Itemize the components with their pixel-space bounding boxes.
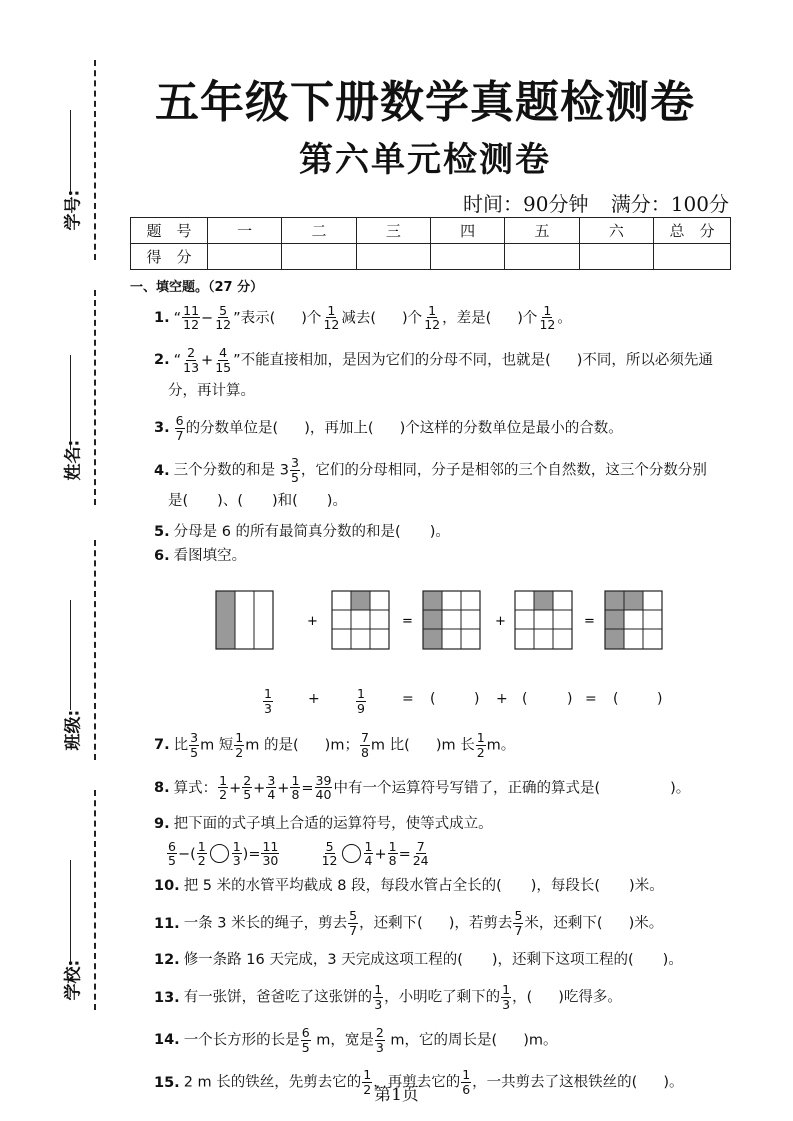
score-input-cell[interactable] <box>356 244 430 270</box>
dashed-line <box>94 790 96 1010</box>
text: 。 <box>557 309 572 326</box>
fraction <box>218 774 228 803</box>
eq-fraction-wrap <box>262 687 274 716</box>
numerator: 1 <box>502 982 511 998</box>
text: )吃得多。 <box>558 989 622 1006</box>
fraction <box>167 840 177 869</box>
fraction <box>538 304 556 333</box>
denominator: 12 <box>539 317 556 333</box>
score-input-cell[interactable] <box>430 244 504 270</box>
text: ，它们的分母相同，分子是相邻的三个自然数，这三个分数分别 <box>300 462 707 479</box>
numerator: 4 <box>219 345 228 361</box>
fraction <box>214 346 232 375</box>
fraction <box>182 304 200 333</box>
denominator: 2 <box>219 787 228 803</box>
text: 看图填空。 <box>173 547 247 564</box>
quote: “ <box>173 309 182 326</box>
class-label: 班级: <box>63 709 84 751</box>
numerator: 6 <box>301 1024 310 1040</box>
fraction <box>266 774 276 803</box>
shaded-part <box>624 591 643 610</box>
text: m 的是( <box>245 737 299 754</box>
text: 的分数单位是( <box>185 420 279 437</box>
text: 一个长方形的长是 <box>183 1032 300 1049</box>
shaded-part <box>605 591 624 649</box>
denominator: 13 <box>183 359 200 375</box>
fraction <box>261 840 279 869</box>
fraction-figure-svg <box>130 571 690 681</box>
question-11 <box>154 909 745 938</box>
question-number: 8. <box>154 779 170 796</box>
text: )= <box>242 845 261 862</box>
question-2 <box>154 346 745 400</box>
score-cell: 六 <box>579 218 653 244</box>
question-number: 6. <box>154 547 170 564</box>
time-limit: 时间：90分钟 <box>463 192 589 216</box>
student-id-label: 学号: <box>63 189 84 231</box>
quote: “ <box>173 352 182 369</box>
question-number: 1. <box>154 309 170 326</box>
fraction <box>234 731 244 760</box>
text: )，若剪去 <box>448 915 513 932</box>
denominator: 4 <box>364 853 373 869</box>
question-number: 13. <box>154 989 180 1006</box>
score-cell: 四 <box>430 218 504 244</box>
question-12 <box>154 952 745 969</box>
numerator: 11 <box>183 302 200 318</box>
denominator: 30 <box>262 853 279 869</box>
fraction <box>364 840 374 869</box>
score-input-cell[interactable] <box>282 244 356 270</box>
numerator: 1 <box>232 838 241 854</box>
question-13 <box>154 983 745 1012</box>
fraction <box>373 983 383 1012</box>
denominator: 5 <box>190 744 199 760</box>
text: ，差是( <box>442 309 492 326</box>
numerator: 1 <box>374 982 383 998</box>
text: )m 长 <box>435 737 475 754</box>
operator-equals: = <box>402 614 413 630</box>
full-score: 满分：100分 <box>610 192 729 216</box>
denominator: 7 <box>175 427 184 443</box>
denominator: 12 <box>424 317 441 333</box>
fraction <box>290 774 300 803</box>
denominator: 3 <box>375 1039 384 1055</box>
denominator: 8 <box>388 853 397 869</box>
numerator: 5 <box>325 838 334 854</box>
denominator: 2 <box>476 744 485 760</box>
text: ，一共剪去了这根铁丝的( <box>472 1074 638 1091</box>
numerator: 1 <box>363 1067 372 1083</box>
answer-paren: ( <box>613 691 619 708</box>
numerator: 1 <box>428 302 437 318</box>
denominator: 12 <box>323 317 340 333</box>
question-number: 9. <box>154 816 170 833</box>
text: 算式： <box>173 779 218 796</box>
numerator: 5 <box>219 302 228 318</box>
numerator: 1 <box>462 1067 471 1083</box>
text: 三个分数的和是 3 <box>173 462 289 479</box>
denominator: 4 <box>267 787 276 803</box>
question-number: 2. <box>154 352 170 369</box>
denominator: 3 <box>502 997 511 1013</box>
dashed-line <box>94 60 96 260</box>
operator: + <box>308 691 320 708</box>
continuation-text: 分，再计算。 <box>168 382 255 399</box>
text: ”表示( <box>233 309 276 326</box>
text: )，再加上( <box>304 420 374 437</box>
operator: = <box>301 779 314 796</box>
fraction <box>501 983 511 1012</box>
fill-line[interactable] <box>70 110 71 195</box>
operator: + <box>201 352 214 369</box>
text: 2 m 长的铁丝，先剪去它的 <box>183 1074 362 1091</box>
score-input-cell[interactable] <box>208 244 282 270</box>
text: m。 <box>486 737 516 754</box>
answer-paren: ) <box>567 691 573 708</box>
numerator: 39 <box>315 772 332 788</box>
denominator: 5 <box>290 470 299 486</box>
denominator: 2 <box>235 744 244 760</box>
text: m 短 <box>200 737 234 754</box>
text: 修一条路 16 天完成，3 天完成这项工程的( )，还剩下这项工程的( )。 <box>183 951 683 968</box>
page-title: 五年级下册数学真题检测卷 <box>155 77 695 128</box>
fraction <box>423 304 441 333</box>
numerator: 5 <box>349 908 358 924</box>
fraction <box>348 909 358 938</box>
shaded-part <box>351 591 370 610</box>
text: )m。 <box>523 1032 558 1049</box>
score-cell: 总 分 <box>654 218 731 244</box>
question-number: 12. <box>154 951 180 968</box>
figure-equation <box>130 687 745 725</box>
score-cell: 题 号 <box>131 218 208 244</box>
operator-blank-circle[interactable] <box>342 844 361 863</box>
shaded-part <box>423 591 442 649</box>
numerator: 1 <box>388 838 397 854</box>
fraction <box>189 731 199 760</box>
binding-strip <box>0 0 110 1121</box>
text: 中有一个运算符号写错了，正确的算式是( <box>333 779 601 796</box>
score-cell: 五 <box>505 218 579 244</box>
fraction <box>301 1026 311 1055</box>
text: 把下面的式子填上合适的运算符号，使等式成立。 <box>173 816 493 833</box>
numerator: 1 <box>364 838 373 854</box>
numerator: 1 <box>264 686 272 702</box>
operator: + <box>229 779 242 796</box>
denominator: 5 <box>168 853 176 869</box>
fraction <box>182 346 200 375</box>
operator: + <box>253 779 266 796</box>
question-8 <box>154 774 745 803</box>
denominator: 8 <box>291 787 300 803</box>
numerator: 6 <box>168 838 176 854</box>
operator-equals: = <box>584 614 595 630</box>
fill-line[interactable] <box>70 355 71 450</box>
question-14 <box>154 1026 745 1055</box>
continuation-text: 是( )、( )和( )。 <box>168 492 347 509</box>
score-input-cell[interactable] <box>654 244 731 270</box>
text: ，再剪去它的 <box>373 1074 461 1091</box>
text: ”不能直接相加，是因为它们的分母不同，也就是( <box>233 352 551 369</box>
score-cell: 得 分 <box>131 244 208 270</box>
question-number: 15. <box>154 1074 180 1091</box>
text: 比 <box>173 737 189 754</box>
text: m，宽是 <box>311 1032 374 1049</box>
text: )。 <box>663 1074 684 1091</box>
fraction <box>356 687 366 716</box>
figure-result-2 <box>515 591 572 649</box>
operator-plus: + <box>495 614 506 630</box>
question-number: 3. <box>154 420 170 437</box>
score-cell: 三 <box>356 218 430 244</box>
question-7 <box>154 731 745 760</box>
figure-sum <box>605 591 662 649</box>
numerator: 3 <box>267 772 276 788</box>
denominator: 3 <box>264 700 272 716</box>
question-number: 14. <box>154 1032 180 1049</box>
denominator: 12 <box>215 317 232 333</box>
operator: − <box>201 309 214 326</box>
fraction <box>360 731 370 760</box>
numerator: 1 <box>219 772 228 788</box>
fraction-figures <box>130 571 745 681</box>
question-number: 10. <box>154 878 180 895</box>
denominator: 12 <box>321 853 338 869</box>
text: )m； <box>324 737 359 754</box>
question-4 <box>154 456 745 510</box>
text: )。 <box>670 779 691 796</box>
text: )个这样的分数单位是最小的合数。 <box>399 420 623 437</box>
dashed-line <box>94 290 96 505</box>
figure-thirds <box>216 591 273 649</box>
fraction <box>315 774 333 803</box>
numerator: 3 <box>190 730 199 746</box>
score-table-score-row <box>131 244 731 270</box>
denominator: 7 <box>349 923 358 939</box>
fraction <box>513 909 523 938</box>
question-1 <box>154 304 745 333</box>
numerator: 5 <box>514 908 523 924</box>
text: 一条 3 米长的绳子，剪去 <box>183 915 348 932</box>
score-cell: 二 <box>282 218 356 244</box>
name-label: 姓名: <box>63 439 84 481</box>
question-number: 5. <box>154 524 170 541</box>
numerator: 1 <box>197 838 206 854</box>
denominator: 9 <box>357 700 365 716</box>
fraction <box>290 456 300 485</box>
question-3 <box>154 414 745 443</box>
fraction <box>321 840 339 869</box>
denominator: 5 <box>243 787 252 803</box>
text: m，它的周长是( <box>385 1032 498 1049</box>
fraction <box>214 304 232 333</box>
text: −( <box>177 845 196 862</box>
operator: = <box>402 691 414 708</box>
operator: + <box>496 691 508 708</box>
operator-blank-circle[interactable] <box>210 844 229 863</box>
text: ，( <box>512 989 533 1006</box>
denominator: 2 <box>197 853 206 869</box>
denominator: 2 <box>363 1082 372 1098</box>
question-5 <box>154 524 745 541</box>
operator-plus: + <box>307 614 318 630</box>
score-table <box>130 217 731 270</box>
text: 米，还剩下( <box>524 915 603 932</box>
denominator: 6 <box>462 1082 471 1098</box>
school-label: 学校: <box>63 959 84 1001</box>
fraction <box>476 731 486 760</box>
operator: + <box>277 779 290 796</box>
numerator: 6 <box>175 412 184 428</box>
text: )个 <box>301 309 322 326</box>
question-number: 7. <box>154 737 170 754</box>
numerator: 2 <box>187 345 196 361</box>
page-number: 第1页 <box>374 1085 419 1105</box>
eq-fraction-wrap <box>355 687 367 716</box>
shaded-part <box>534 591 553 610</box>
operator: = <box>585 691 597 708</box>
numerator: 1 <box>291 772 300 788</box>
denominator: 7 <box>514 923 523 939</box>
question-number: 11. <box>154 915 180 932</box>
fraction <box>375 1026 385 1055</box>
question-9 <box>154 816 745 868</box>
score-table-header-row <box>131 218 731 244</box>
figure-ninths <box>332 591 389 649</box>
numerator: 1 <box>543 302 552 318</box>
question-number: 4. <box>154 462 170 479</box>
answer-paren: ( <box>430 691 436 708</box>
page-subtitle: 第六单元检测卷 <box>299 140 551 180</box>
fill-line[interactable] <box>70 600 71 710</box>
denominator: 12 <box>183 317 200 333</box>
numerator: 2 <box>375 1024 384 1040</box>
section-heading: 一、填空题。（27 分） <box>130 280 264 295</box>
numerator: 2 <box>243 772 252 788</box>
numerator: 7 <box>360 730 369 746</box>
text: 把 5 米的水管平均截成 8 段，每段水管占全长的( )，每段长( )米。 <box>183 878 664 895</box>
operator: = <box>398 845 411 862</box>
text: )不同，所以必须先通 <box>576 352 713 369</box>
figure-result-1 <box>423 591 480 649</box>
fraction <box>175 414 185 443</box>
fraction <box>388 840 398 869</box>
numerator: 1 <box>235 730 244 746</box>
fraction <box>242 774 252 803</box>
text: )个 <box>517 309 538 326</box>
fraction <box>322 304 340 333</box>
score-cell: 一 <box>208 218 282 244</box>
numerator: 3 <box>290 455 299 471</box>
text: )米。 <box>628 915 664 932</box>
text: )个 <box>402 309 423 326</box>
question-area <box>130 280 745 1111</box>
text: 有一张饼，爸爸吃了这张饼的 <box>183 989 373 1006</box>
fraction <box>232 840 242 869</box>
denominator: 3 <box>232 853 241 869</box>
answer-paren: ) <box>474 691 480 708</box>
fill-line[interactable] <box>70 860 71 965</box>
denominator: 8 <box>360 744 369 760</box>
numerator: 1 <box>357 686 365 702</box>
denominator: 5 <box>301 1039 310 1055</box>
shaded-part <box>216 591 235 649</box>
fraction <box>412 840 430 869</box>
question-6 <box>154 548 745 565</box>
numerator: 7 <box>416 838 425 854</box>
text: m 比( <box>370 737 410 754</box>
fraction <box>197 840 207 869</box>
text: ，还剩下( <box>359 915 423 932</box>
denominator: 3 <box>374 997 383 1013</box>
denominator: 24 <box>412 853 429 869</box>
text: 减去( <box>341 309 377 326</box>
denominator: 15 <box>215 359 232 375</box>
text: 分母是 6 的所有最简真分数的和是( )。 <box>173 524 450 541</box>
denominator: 40 <box>315 787 332 803</box>
score-input-cell[interactable] <box>579 244 653 270</box>
fraction <box>263 687 273 716</box>
question-10 <box>154 878 745 895</box>
answer-paren: ) <box>657 691 663 708</box>
numerator: 1 <box>476 730 485 746</box>
numerator: 11 <box>262 838 279 854</box>
numerator: 1 <box>327 302 336 318</box>
text: ，小明吃了剩下的 <box>384 989 501 1006</box>
dashed-line <box>94 540 96 760</box>
operator: + <box>374 845 387 862</box>
answer-paren: ( <box>522 691 528 708</box>
time-info <box>447 188 729 217</box>
score-input-cell[interactable] <box>505 244 579 270</box>
expressions <box>166 840 745 869</box>
